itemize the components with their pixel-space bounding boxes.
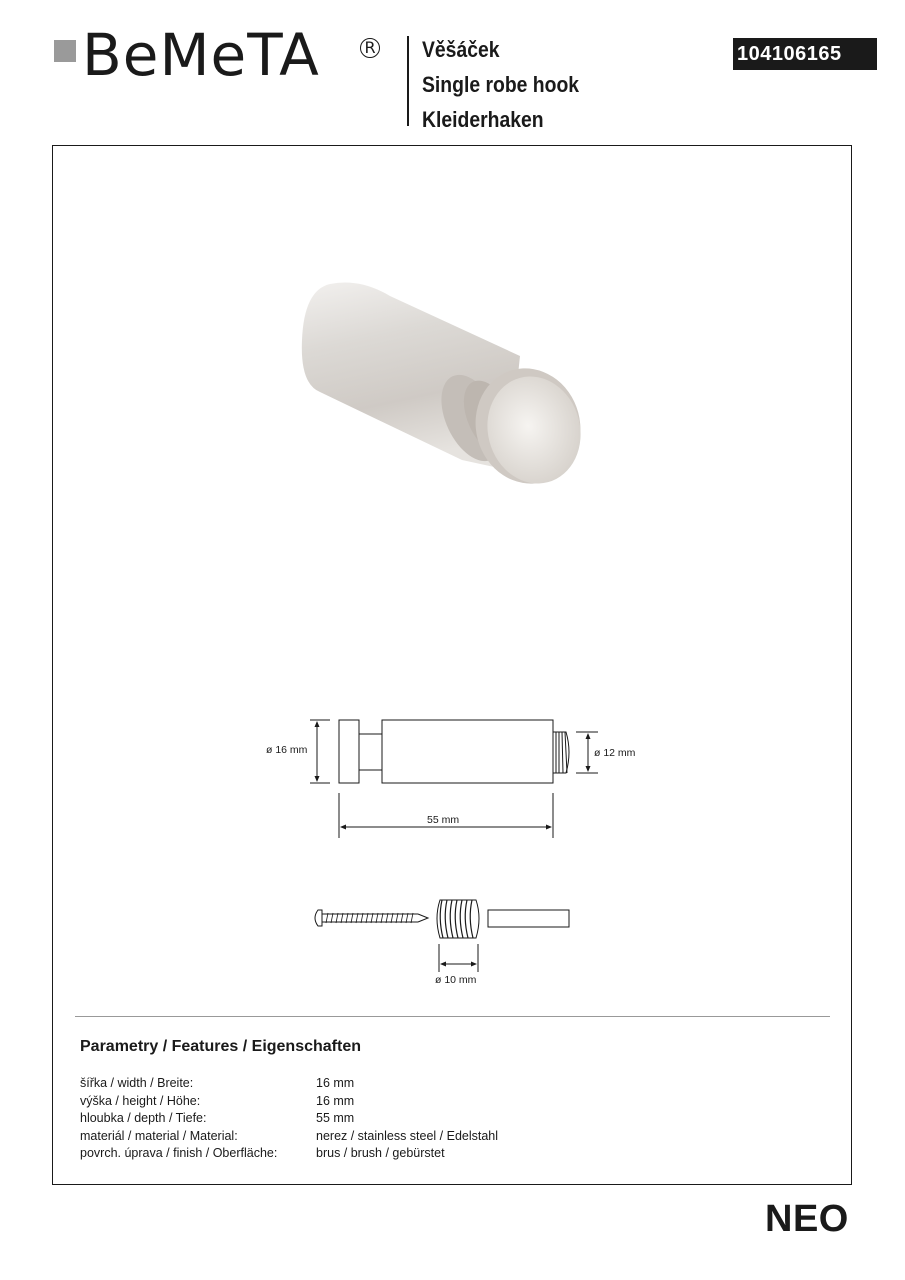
title-de: Kleiderhaken bbox=[422, 107, 544, 132]
feature-value: brus / brush / gebürstet bbox=[316, 1146, 445, 1160]
feature-value: 16 mm bbox=[316, 1076, 355, 1090]
feature-value: 55 mm bbox=[316, 1111, 355, 1125]
feature-value: nerez / stainless steel / Edelstahl bbox=[316, 1128, 499, 1143]
dim-diameter-thread: ø 12 mm bbox=[594, 747, 636, 759]
feature-row bbox=[80, 1110, 498, 1128]
features-table bbox=[80, 1075, 498, 1163]
features-title: Parametry / Features / Eigenschaften bbox=[80, 1038, 361, 1055]
dim-diameter-hook: ø 16 mm bbox=[266, 744, 308, 756]
hook-photo bbox=[302, 283, 593, 496]
feature-row bbox=[80, 1128, 498, 1146]
feature-label: šířka / width / Breite: bbox=[80, 1076, 194, 1090]
brand-logo: BeMeTA bbox=[82, 21, 320, 89]
title-cz: Věšáček bbox=[422, 37, 500, 62]
product-series: NEO bbox=[765, 1198, 849, 1240]
dim-length: 55 mm bbox=[427, 814, 460, 826]
feature-label: povrch. úprava / finish / Oberfläche: bbox=[80, 1146, 278, 1160]
feature-row bbox=[80, 1093, 498, 1111]
registered-mark: R bbox=[360, 38, 380, 58]
feature-value: 16 mm bbox=[316, 1093, 355, 1108]
feature-row bbox=[80, 1145, 498, 1163]
dim-diameter-anchor: ø 10 mm bbox=[435, 974, 477, 986]
features-divider bbox=[75, 1016, 830, 1017]
feature-label: výška / height / Höhe: bbox=[80, 1093, 201, 1108]
product-code: 104106165 bbox=[733, 38, 877, 70]
feature-label: hloubka / depth / Tiefe: bbox=[80, 1111, 207, 1125]
title-en: Single robe hook bbox=[422, 72, 580, 97]
feature-label: materiál / material / Material: bbox=[80, 1128, 238, 1143]
feature-row bbox=[80, 1075, 498, 1093]
mounting-parts bbox=[315, 900, 569, 972]
